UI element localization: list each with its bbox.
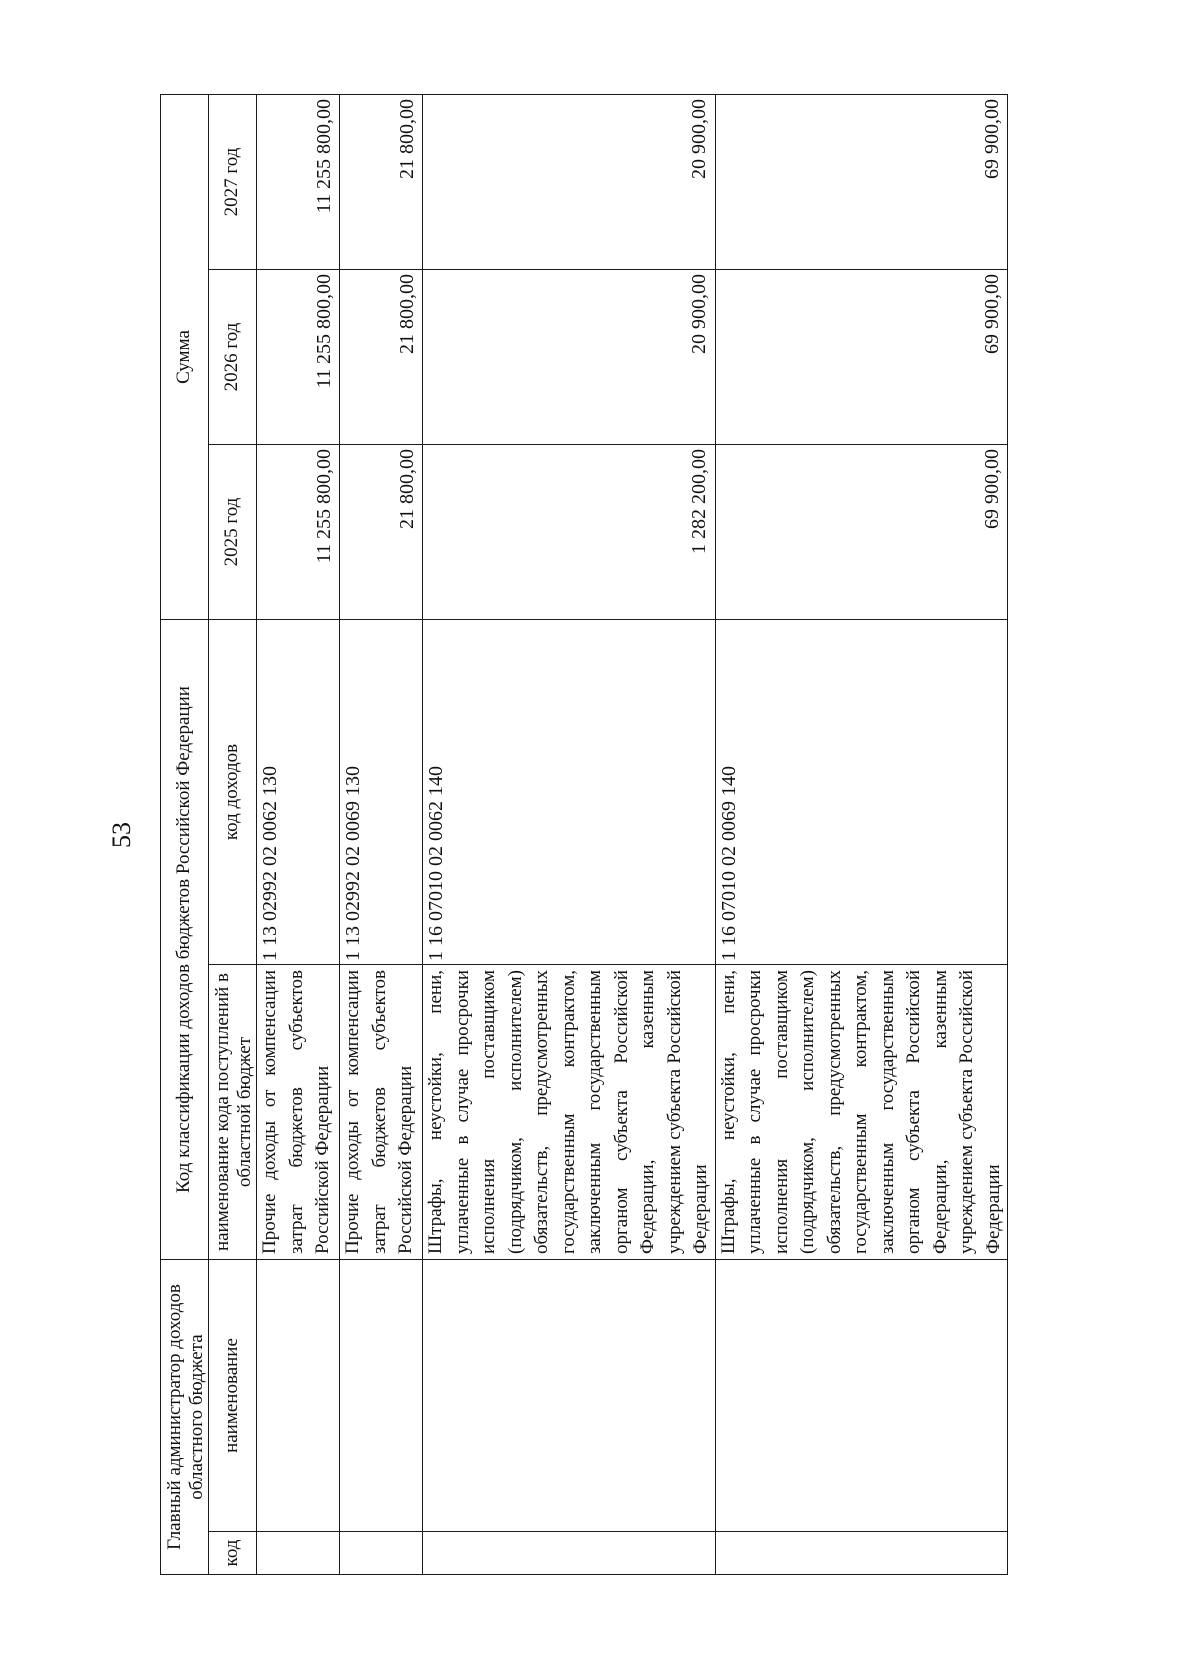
page-number: 53 [107, 822, 136, 848]
row-amount-2026: 11 255 800,00 [257, 270, 340, 445]
row-admin-name [715, 1260, 1008, 1532]
row-description: Прочие доходы от компенсации затрат бюджетов субъектов Российской Федерации [340, 965, 423, 1260]
table-row [257, 94, 340, 1574]
table-row [340, 94, 423, 1574]
header-year-2025: 2025 год [209, 445, 257, 620]
header-year-2026: 2026 год [209, 270, 257, 445]
row-amount-2027: 20 900,00 [423, 94, 716, 269]
header-admin-group: Главный администратор доходов областного бюджета [161, 1260, 209, 1575]
header-income-code: код доходов [209, 620, 257, 965]
row-admin-code [715, 1532, 1008, 1575]
header-sum-group: Сумма [161, 94, 209, 619]
row-amount-2027: 69 900,00 [715, 94, 1008, 269]
table-row [715, 94, 1008, 1574]
rotated-table-container [160, 95, 1004, 1575]
row-amount-2026: 20 900,00 [423, 270, 716, 445]
header-admin-code: код [209, 1532, 257, 1575]
row-amount-2027: 21 800,00 [340, 94, 423, 269]
row-amount-2025: 69 900,00 [715, 445, 1008, 620]
row-income-code: 1 13 02992 02 0062 130 [257, 620, 340, 965]
budget-income-table [160, 94, 1008, 1575]
row-amount-2027: 11 255 800,00 [257, 94, 340, 269]
row-admin-name [257, 1260, 340, 1532]
row-amount-2025: 21 800,00 [340, 445, 423, 620]
row-amount-2026: 21 800,00 [340, 270, 423, 445]
row-description: Штрафы, неустойки, пени, уплаченные в случае просрочки исполнения поставщиком (подрядчиком, исполнителем) обязательств, предусмотренных государственным контрактом, заключенным государственным органом субъекта Российской Федерации, казенным учреждением субъекта Российской Федерации [423, 965, 716, 1260]
row-amount-2026: 69 900,00 [715, 270, 1008, 445]
row-admin-name [423, 1260, 716, 1532]
row-income-code: 1 16 07010 02 0062 140 [423, 620, 716, 965]
row-amount-2025: 1 282 200,00 [423, 445, 716, 620]
row-description: Прочие доходы от компенсации затрат бюджетов субъектов Российской Федерации [257, 965, 340, 1260]
header-classification-group: Код классификации доходов бюджетов Российской Федерации [161, 620, 209, 1260]
row-admin-code [340, 1532, 423, 1575]
row-amount-2025: 11 255 800,00 [257, 445, 340, 620]
row-admin-code [423, 1532, 716, 1575]
row-income-code: 1 16 07010 02 0069 140 [715, 620, 1008, 965]
row-income-code: 1 13 02992 02 0069 130 [340, 620, 423, 965]
header-income-name: наименование кода поступлений в областной бюджет [209, 965, 257, 1260]
row-admin-code [257, 1532, 340, 1575]
row-admin-name [340, 1260, 423, 1532]
header-year-2027: 2027 год [209, 94, 257, 269]
table-row [423, 94, 716, 1574]
header-admin-name: наименование [209, 1260, 257, 1532]
row-description: Штрафы, неустойки, пени, уплаченные в случае просрочки исполнения поставщиком (подрядчиком, исполнителем) обязательств, предусмотренных государственным контрактом, заключенным государственным органом субъекта Российской Федерации, казенным учреждением субъекта Российской Федерации [715, 965, 1008, 1260]
